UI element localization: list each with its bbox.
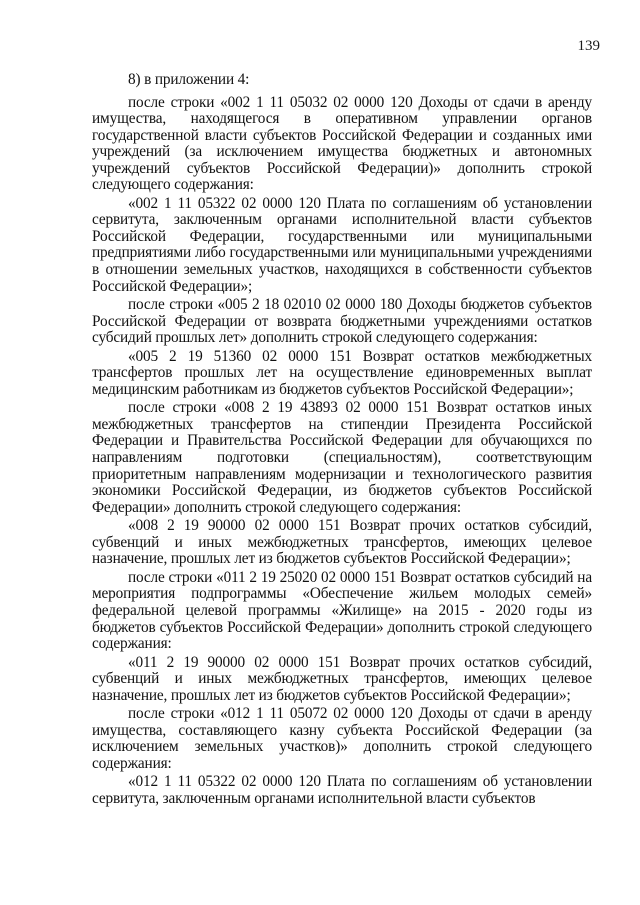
paragraph: «002 1 11 05322 02 0000 120 Плата по соглашениям об установлении сервитута, заключенным органами исполнительной власти субъектов Российской Федерации, государственными или муниципальными предприятиями либо государственными или муниципальными учреждениями в отношении земельных участков, находящихся в собственности субъектов Российской Федерации»; — [92, 194, 592, 295]
paragraph: «008 2 19 90000 02 0000 151 Возврат прочих остатков субсидий, субвенций и иных межбюджетных трансфертов, имеющих целевое назначение, прошлых лет из бюджетов субъектов Российской Федерации»; — [92, 517, 592, 568]
paragraph: после строки «012 1 11 05072 02 0000 120 Доходы от сдачи в аренду имущества, составляющего казну субъекта Российской Федерации (за исключением земельных участков)» дополнить строкой следующего содержания: — [92, 705, 592, 772]
paragraph: после строки «005 2 18 02010 02 0000 180 Доходы бюджетов субъектов Российской Федерации от возврата бюджетными учреждениями остатков субсидий прошлых лет» дополнить строкой следующего содержания: — [92, 296, 592, 347]
paragraph: после строки «011 2 19 25020 02 0000 151 Возврат остатков субсидий на мероприятия подпрограммы «Обеспечение жильем молодых семей» федеральной целевой программы «Жилище» на 2015 - 2020 годы из бюджетов субъектов Российской Федерации» дополнить строкой следующего содержания: — [92, 568, 592, 653]
paragraph: после строки «002 1 11 05032 02 0000 120 Доходы от сдачи в аренду имущества, находящегося в оперативном управлении органов государственной власти субъектов Российской Федерации и созданных ими учреждений (за исключением имущества бюджетных и автономных учреждений субъектов Российской Федерации)» дополнить строкой следующего содержания: — [92, 93, 592, 194]
document-body — [92, 72, 592, 810]
paragraph: «012 1 11 05322 02 0000 120 Плата по соглашениям об установлении сервитута, заключенным органами исполнительной власти субъектов — [92, 773, 592, 807]
page-number: 139 — [577, 38, 600, 54]
paragraph: после строки «008 2 19 43893 02 0000 151 Возврат остатков иных межбюджетных трансфертов на стипендии Президента Российской Федерации и Правительства Российской Федерации для обучающихся по направлениям подготовки (специальностям), соответствующим приоритетным направлениям модернизации и технологического развития экономики Российской Федерации, из бюджетов субъектов Российской Федерации» дополнить строкой следующего содержания: — [92, 399, 592, 516]
item-heading: 8) в приложении 4: — [128, 71, 250, 88]
paragraph: «005 2 19 51360 02 0000 151 Возврат остатков межбюджетных трансфертов прошлых лет на осуществление единовременных выплат медицинским работникам из бюджетов субъектов Российской Федерации»; — [92, 347, 592, 398]
paragraph: «011 2 19 90000 02 0000 151 Возврат прочих остатков субсидий, субвенций и иных межбюджетных трансфертов, имеющих целевое назначение, прошлых лет из бюджетов субъектов Российской Федерации»; — [92, 653, 592, 704]
